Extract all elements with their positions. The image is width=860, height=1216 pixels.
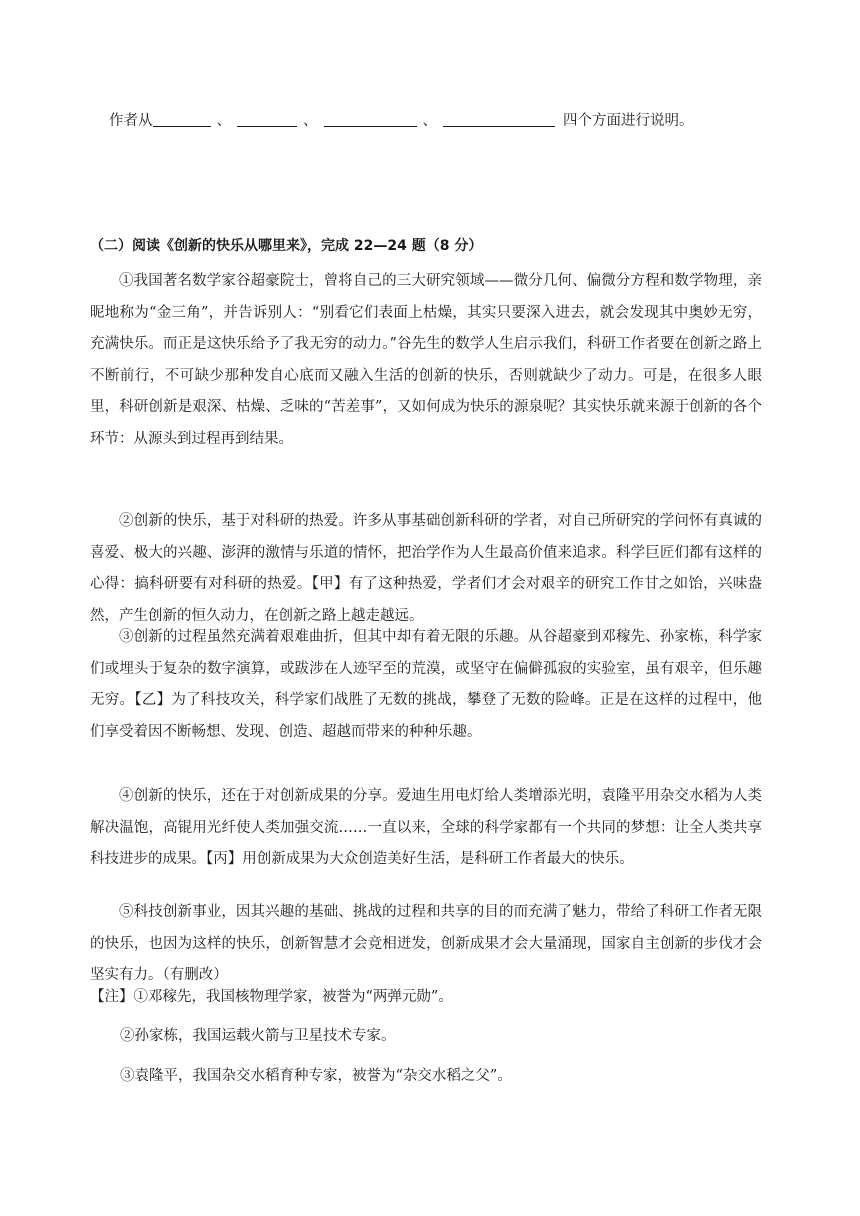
blank-separator: 、 (303, 113, 318, 129)
section-title: （二）阅读《创新的快乐从哪里来》，完成 22—24 题（8 分） (90, 238, 483, 254)
note-3: ③袁隆平，我国杂交水稻育种专家，被誉为“杂交水稻之父”。 (120, 1068, 512, 1084)
blank-separator: 、 (422, 113, 437, 129)
note-2: ②孙家栋，我国运载火箭与卫星技术专家。 (120, 1028, 396, 1044)
fill-line-prefix: 作者从 (109, 113, 153, 129)
answer-blank-3[interactable] (324, 112, 417, 127)
paragraph-5: ⑤科技创新事业，因其兴趣的基础、挑战的过程和共享的目的而充满了魅力，带给了科研工作者无限的快乐，也因为这样的快乐，创新智慧才会竞相迸发，创新成果才会大量涌现，国家自主创新的步伐才会坚实有力。（有删改） (90, 904, 762, 984)
blank-separator: 、 (216, 113, 231, 129)
paragraph-4: ④创新的快乐，还在于对创新成果的分享。爱迪生用电灯给人类增添光明，袁隆平用杂交水稻为人类解决温饱，高锟用光纤使人类加强交流……一直以来，全球的科学家都有一个共同的梦想：让全人类共享科技进步的成果。【丙】用创新成果为大众创造美好生活，是科研工作者最大的快乐。 (90, 788, 762, 868)
fill-in-blank-line (109, 110, 694, 132)
paragraph-1: ①我国著名数学家谷超豪院士，曾将自己的三大研究领域——微分几何、偏微分方程和数学物理，亲昵地称为“金三角”，并告诉别人：“别看它们表面上枯燥，其实只要深入进去，就会发现其中奥妙无穷，充满快乐。而正是这快乐给予了我无穷的动力。”谷先生的数学人生启示我们，科研工作者要在创新之路上不断前行，不可缺少那种发自心底而又融入生活的创新的快乐，否则就缺少了动力。可是，在很多人眼里，科研创新是艰深、枯燥、乏味的“苦差事”，又如何成为快乐的源泉呢？其实快乐就来源于创新的各个环节：从源头到过程再到结果。 (90, 273, 762, 447)
paragraph-3: ③创新的过程虽然充满着艰难曲折，但其中却有着无限的乐趣。从谷超豪到邓稼先、孙家栋，科学家们或埋头于复杂的数字演算，或跋涉在人迹罕至的荒漠，或坚守在偏僻孤寂的实验室，虽有艰辛，但乐趣无穷。【乙】为了科技攻关，科学家们战胜了无数的挑战，攀登了无数的险峰。正是在这样的过程中，他们享受着因不断畅想、发现、创造、超越而带来的种种乐趣。 (90, 629, 762, 740)
fill-line-suffix: 四个方面进行说明。 (563, 113, 694, 129)
answer-blank-4[interactable] (443, 112, 555, 127)
answer-blank-2[interactable] (237, 112, 297, 127)
answer-blank-1[interactable] (153, 112, 211, 127)
note-1: 【注】①邓稼先，我国核物理学家，被誉为“两弹元勋”。 (90, 989, 453, 1005)
paragraph-2: ②创新的快乐，基于对科研的热爱。许多从事基础创新科研的学者，对自己所研究的学问怀有真诚的喜爱、极大的兴趣、澎湃的激情与乐道的情怀，把治学作为人生最高价值来追求。科学巨匠们都有这样的心得：搞科研要有对科研的热爱。【甲】有了这种热爱，学者们才会对艰辛的研究工作甘之如饴，兴味盎然，产生创新的恒久动力，在创新之路上越走越远。 (90, 513, 762, 624)
